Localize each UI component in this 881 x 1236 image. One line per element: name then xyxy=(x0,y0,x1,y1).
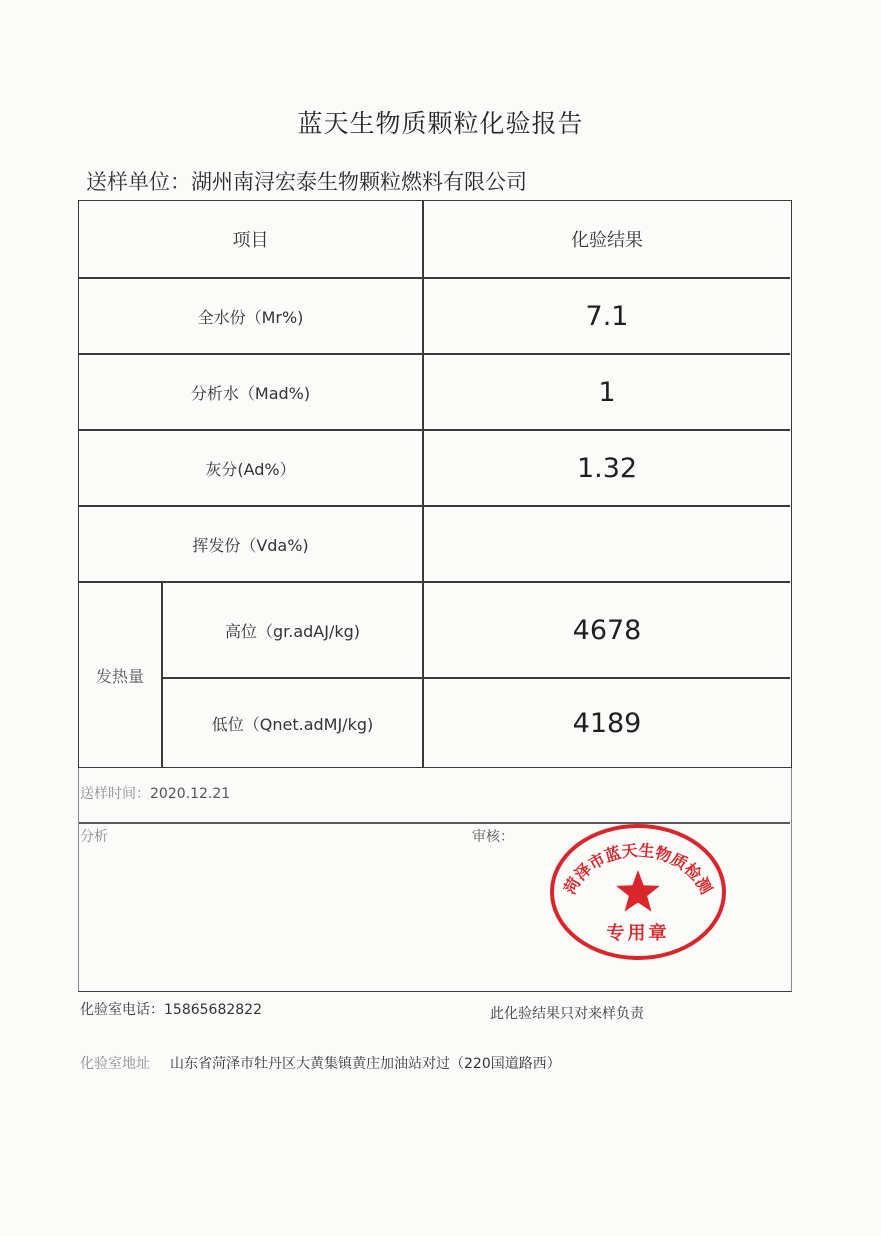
disclaimer: 此化验结果只对来样负责 xyxy=(490,1006,644,1022)
lab-phone xyxy=(80,999,262,1019)
heat-group-label: 发热量 xyxy=(95,666,144,686)
sender-line xyxy=(86,166,527,196)
sender-label: 送样单位： xyxy=(86,170,191,194)
row-value-ash: 1.32 xyxy=(576,452,638,484)
heat-label-high: 高位（gr.adAJ/kg) xyxy=(224,621,361,641)
stamp-top-text: 菏泽市蓝天生物质检测 xyxy=(559,840,717,898)
row-value-volatile xyxy=(424,507,790,581)
analysis-label: 分析 xyxy=(80,829,108,845)
lab-address xyxy=(80,1053,561,1073)
heat-value-low: 4189 xyxy=(572,707,642,739)
row-label-ash: 灰分(Ad%） xyxy=(205,459,296,479)
report-title: 蓝天生物质颗粒化验报告 xyxy=(297,109,584,138)
official-stamp xyxy=(548,822,728,962)
row-label-moisture: 全水份（Mr%) xyxy=(197,307,304,327)
sample-date xyxy=(80,783,230,803)
heat-value-high: 4678 xyxy=(572,614,642,646)
lab-address-value: 山东省菏泽市牡丹区大黄集镇黄庄加油站对过（220国道路西） xyxy=(170,1056,561,1072)
header-item: 项目 xyxy=(232,230,269,251)
star-icon xyxy=(616,870,660,912)
review-label: 审核： xyxy=(472,829,514,845)
row-label-volatile: 挥发份（Vda%) xyxy=(192,535,309,555)
header-result: 化验结果 xyxy=(571,230,643,251)
sample-date-value: 2020.12.21 xyxy=(150,786,231,802)
lab-phone-label: 化验室电话： xyxy=(80,1002,164,1018)
sample-date-label: 送样时间： xyxy=(80,786,150,802)
row-label-analysis-water: 分析水（Mad%) xyxy=(190,383,311,403)
heat-label-low: 低位（Qnet.adMJ/kg) xyxy=(211,714,374,734)
sender-value: 湖州南浔宏泰生物颗粒燃料有限公司 xyxy=(191,170,527,194)
results-table xyxy=(78,200,792,768)
lab-phone-value: 15865682822 xyxy=(164,1002,262,1018)
row-value-analysis-water: 1 xyxy=(598,376,616,408)
stamp-bottom-text: 专用章 xyxy=(606,923,670,944)
row-value-moisture: 7.1 xyxy=(585,300,629,332)
lab-address-label: 化验室地址 xyxy=(80,1056,150,1072)
